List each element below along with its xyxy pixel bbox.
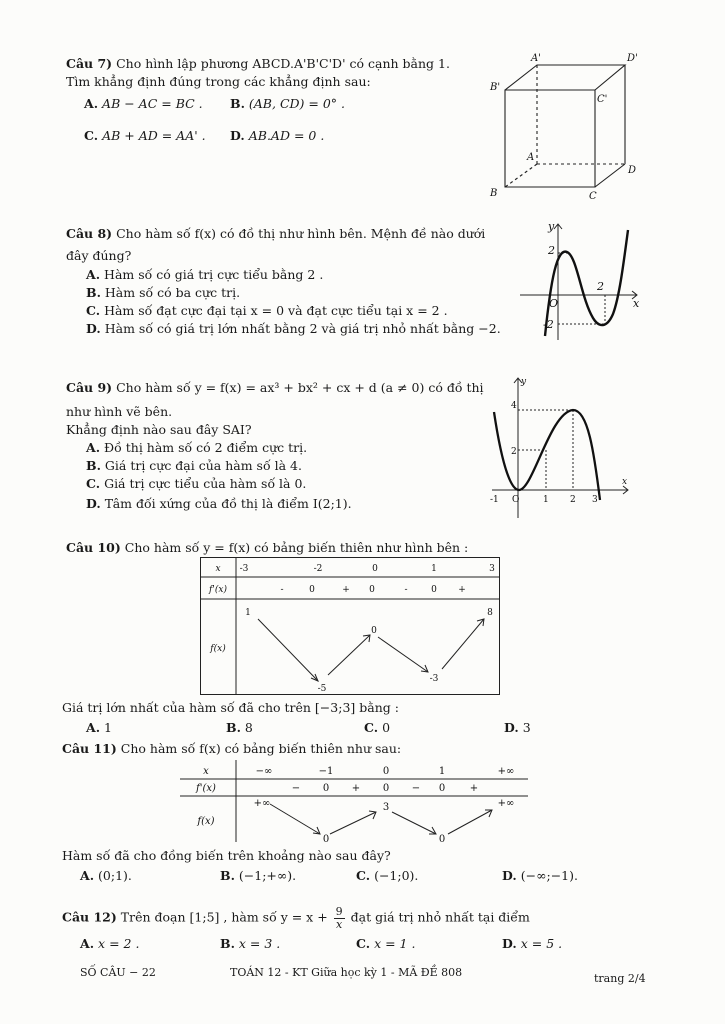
q10-f-1: -5 (317, 684, 327, 694)
q11-fp-2: + (351, 783, 361, 794)
q7-cube-figure (485, 52, 645, 202)
q11-f-2: 3 (382, 802, 390, 813)
q10-fp-3: 0 (369, 585, 375, 595)
q11-f-0: +∞ (253, 798, 271, 809)
q9-graph (488, 372, 638, 520)
q11-fp-5: 0 (438, 783, 446, 794)
q9-label-x: x (622, 477, 628, 487)
q11-question: Hàm số đã cho đồng biến trên khoảng nào sau đây? (62, 848, 391, 863)
q11-option-a[interactable]: A. (0;1). (80, 868, 132, 883)
q8-option-c[interactable]: C. Hàm số đạt cực đại tại x = 0 và đạt cực tiểu tại x = 2 . (86, 303, 448, 318)
q12-fraction: $\frac{9}{x}$ (335, 905, 343, 931)
q11-fp-1: 0 (322, 783, 330, 794)
q8-option-d[interactable]: D. Hàm số có giá trị lớn nhất bằng 2 và giá trị nhỏ nhất bằng −2. (86, 321, 501, 336)
q9-label-neg1: -1 (490, 495, 499, 505)
q9-label-2x: 2 (570, 495, 576, 505)
q7-option-d[interactable]: D. AB.AD = 0 . (230, 128, 325, 143)
q8-label-y: y (548, 220, 555, 233)
q10-variation-table (200, 557, 500, 695)
q10-fp-2: + (342, 585, 350, 595)
q10-x-label: x (215, 564, 221, 574)
q10-option-d[interactable]: D. 3 (504, 720, 531, 735)
q9-option-b[interactable]: B. Giá trị cực đại của hàm số là 4. (86, 458, 302, 473)
q9-label-3: 3 (592, 495, 598, 505)
q11-f-label: f(x) (197, 816, 215, 827)
q8-line1: Câu 8) Cho hàm số f(x) có đồ thị như hình bên. Mệnh đề nào dưới (66, 226, 486, 241)
q7-line1: Câu 7) Cho hình lập phương ABCD.A'B'C'D' có cạnh bằng 1. (66, 56, 450, 71)
cube-label-a1: A' (531, 53, 541, 64)
q11-line1: Câu 11) Cho hàm số f(x) có bảng biến thiên như sau: (62, 741, 402, 756)
q7-line2: Tìm khẳng định đúng trong các khẳng định sau: (66, 74, 371, 89)
q10-fp-4: - (404, 585, 408, 595)
q11-option-b[interactable]: B. (−1;+∞). (220, 868, 297, 883)
q9-line1: Câu 9) Cho hàm số y = f(x) = ax³ + bx² + cx + d (a ≠ 0) có đồ thị (66, 380, 484, 395)
q10-x-3: 1 (431, 564, 437, 574)
q10-fp-0: - (280, 585, 284, 595)
q11-x-1: −1 (318, 766, 334, 777)
q11-f-1: 0 (322, 834, 330, 845)
q11-fp-label: f'(x) (196, 783, 216, 794)
cube-label-b: B (490, 188, 498, 199)
q11-title: Câu 11) (62, 741, 117, 756)
q10-x-0: -3 (239, 564, 249, 574)
q7-option-a[interactable]: A. AB − AC = BC . (84, 96, 203, 111)
q12-option-a[interactable]: A. x = 2 . (80, 936, 140, 951)
q11-option-d[interactable]: D. (−∞;−1). (502, 868, 578, 883)
q8-curve (545, 230, 628, 336)
q11-x-0: −∞ (255, 766, 273, 777)
q11-x-4: +∞ (497, 766, 515, 777)
q8-label-2y: 2 (548, 244, 555, 257)
q9-label-1: 1 (543, 495, 549, 505)
q11-x-2: 0 (382, 766, 390, 777)
q10-f-label: f(x) (210, 644, 226, 654)
q8-title: Câu 8) (66, 226, 113, 241)
q10-fp-1: 0 (309, 585, 315, 595)
q10-f-2: 0 (371, 626, 377, 636)
q9-label-y: y (521, 377, 527, 387)
q11-x-label: x (203, 766, 209, 777)
q9-option-c[interactable]: C. Giá trị cực tiểu của hàm số là 0. (86, 476, 307, 491)
q10-f-4: 8 (487, 608, 493, 618)
q11-fp-3: 0 (382, 783, 390, 794)
q10-x-4: 3 (489, 564, 495, 574)
q8-option-b[interactable]: B. Hàm số có ba cực trị. (86, 285, 241, 300)
q7-title: Câu 7) (66, 56, 113, 71)
q12-title: Câu 12) (62, 909, 117, 925)
q11-x-3: 1 (438, 766, 446, 777)
q7-option-b[interactable]: B. (AB, CD) = 0° . (230, 96, 345, 111)
footer-question-count: SỐ CÂU − 22 (80, 966, 156, 979)
q9-label-2: 2 (511, 447, 517, 457)
q12-option-b[interactable]: B. x = 3 . (220, 936, 281, 951)
q8-line2: đây đúng? (66, 248, 132, 263)
q10-x-2: 0 (372, 564, 378, 574)
q9-line3: Khẳng định nào sau đây SAI? (66, 422, 252, 437)
cube-label-c: C (589, 191, 597, 202)
q9-curve (494, 410, 600, 500)
q10-question: Giá trị lớn nhất của hàm số đã cho trên [−3;3] bằng : (62, 700, 399, 715)
q9-option-d[interactable]: D. Tâm đối xứng của đồ thị là điểm I(2;1). (86, 496, 352, 511)
q10-option-b[interactable]: B. 8 (226, 720, 253, 735)
q9-option-a[interactable]: A. Đồ thị hàm số có 2 điểm cực trị. (86, 440, 308, 455)
q8-label-2x: 2 (597, 280, 604, 293)
cube-label-d1: D' (627, 53, 638, 64)
q11-variation-table (180, 760, 530, 844)
q11-fp-6: + (469, 783, 479, 794)
q10-title: Câu 10) (66, 540, 121, 555)
q10-x-1: -2 (313, 564, 323, 574)
q10-fp-label: f'(x) (209, 585, 227, 595)
q11-fp-4: − (411, 783, 421, 794)
footer-page-number: trang 2/4 (594, 972, 646, 985)
q7-option-c[interactable]: C. AB + AD = AA' . (84, 128, 206, 143)
q10-option-a[interactable]: A. 1 (86, 720, 112, 735)
q8-label-x: x (633, 297, 640, 310)
cube-label-d: D (628, 165, 637, 176)
q12-line1: Câu 12) Trên đoạn [1;5] , hàm số y = x + $\frac{9}{x}$ đạt giá trị nhỏ nhất tại điểm (62, 905, 530, 931)
q10-option-c[interactable]: C. 0 (364, 720, 391, 735)
q8-label-o: O (549, 297, 559, 310)
q8-graph (515, 218, 645, 343)
q8-option-a[interactable]: A. Hàm số có giá trị cực tiểu bằng 2 . (86, 267, 324, 282)
cube-label-c1: C' (597, 94, 608, 105)
q12-option-d[interactable]: D. x = 5 . (502, 936, 563, 951)
q11-f-4: +∞ (497, 798, 515, 809)
q9-title: Câu 9) (66, 380, 113, 395)
q10-f-3: -3 (429, 674, 439, 684)
q8-label-neg2: -2 (543, 318, 554, 331)
cube-label-b1: B' (490, 82, 501, 93)
q11-f-3: 0 (438, 834, 446, 845)
q12-option-c[interactable]: C. x = 1 . (356, 936, 416, 951)
cube-label-a: A (527, 152, 535, 163)
q10-fp-5: 0 (431, 585, 437, 595)
footer-exam-title: TOÁN 12 - KT Giữa học kỳ 1 - MÃ ĐỀ 808 (230, 966, 463, 979)
q9-label-o: O (512, 495, 520, 505)
q9-label-4: 4 (511, 401, 517, 411)
q9-line2: như hình vẽ bên. (66, 404, 173, 419)
q10-line1: Câu 10) Cho hàm số y = f(x) có bảng biến thiên như hình bên : (66, 540, 469, 555)
q11-fp-0: − (291, 783, 301, 794)
q10-f-0: 1 (245, 608, 251, 618)
q10-fp-6: + (458, 585, 466, 595)
q11-option-c[interactable]: C. (−1;0). (356, 868, 419, 883)
